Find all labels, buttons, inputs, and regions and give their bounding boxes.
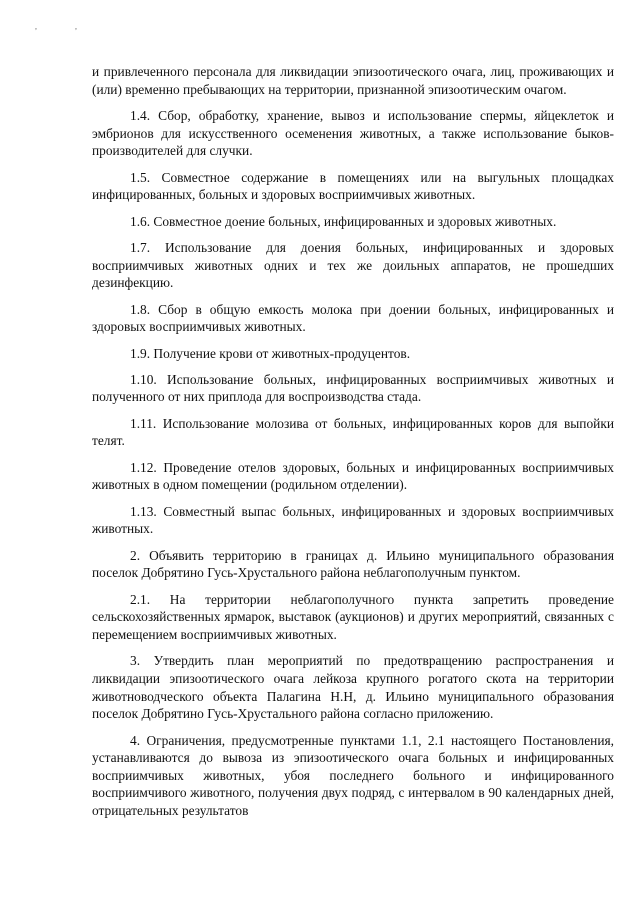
paragraph-1-7: 1.7. Использование для доения больных, инфицированных и здоровых восприимчивых животных одних и тех же доильных аппаратов, не прошедших дезинфекцию. bbox=[92, 239, 614, 291]
paragraph-2: 2. Объявить территорию в границах д. Ильино муниципального образования поселок Добрятино Гусь-Хрустального района неблагополучным пунктом. bbox=[92, 547, 614, 581]
paragraph-continuation: и привлеченного персонала для ликвидации эпизоотического очага, лиц, проживающих и (или) временно пребывающих на территории, признанной эпизоотическим очагом. bbox=[92, 64, 614, 97]
paragraph-1-9: 1.9. Получение крови от животных-продуцентов. bbox=[130, 345, 411, 361]
paragraph-1-5: 1.5. Совместное содержание в помещениях или на выгульных площадках инфицированных, больных и здоровых восприимчивых животных. bbox=[92, 169, 614, 203]
paragraph-3: 3. Утвердить план мероприятий по предотвращению распространения и ликвидации эпизоотического очага лейкоза крупного рогатого скота на территории животноводческого объекта Палагина Н.Н, д. Ильино муниципального образования поселок Добрятино Гусь-Хрустального района согласно приложению. bbox=[92, 653, 614, 722]
scan-mark: , , bbox=[35, 22, 95, 31]
paragraph-1-6: 1.6. Совместное доение больных, инфицированных и здоровых животных. bbox=[130, 213, 557, 229]
paragraph-1-11: 1.11. Использование молозива от больных, инфицированных коров для выпойки телят. bbox=[92, 415, 614, 449]
paragraph-1-13: 1.13. Совместный выпас больных, инфицированных и здоровых восприимчивых животных. bbox=[92, 503, 614, 537]
paragraph-4: 4. Ограничения, предусмотренные пунктами 1.1, 2.1 настоящего Постановления, устанавливаются до вывоза из эпизоотического очага больных и инфицированных восприимчивых животных, убоя последнего больного и инфицированного восприимчивого животного, получения двух подряд, с интервалом в 90 календарных дней, отрицательных результатов bbox=[92, 732, 614, 818]
paragraph-1-4: 1.4. Сбор, обработку, хранение, вывоз и использование спермы, яйцеклеток и эмбрионов для искусственного осеменения животных, а также использование быков-производителей для случки. bbox=[92, 107, 614, 159]
document-body bbox=[92, 63, 614, 820]
paragraph-1-12: 1.12. Проведение отелов здоровых, больных и инфицированных восприимчивых животных в одном помещении (родильном отделении). bbox=[92, 459, 614, 493]
paragraph-1-10: 1.10. Использование больных, инфицированных восприимчивых животных и полученного от них приплода для воспроизводства стада. bbox=[92, 371, 614, 405]
paragraph-2-1: 2.1. На территории неблагополучного пункта запретить проведение сельскохозяйственных ярмарок, выставок (аукционов) и других мероприятий, связанных с перемещением восприимчивых животных. bbox=[92, 591, 614, 642]
paragraph-1-8: 1.8. Сбор в общую емкость молока при доении больных, инфицированных и здоровых восприимчивых животных. bbox=[92, 301, 614, 335]
